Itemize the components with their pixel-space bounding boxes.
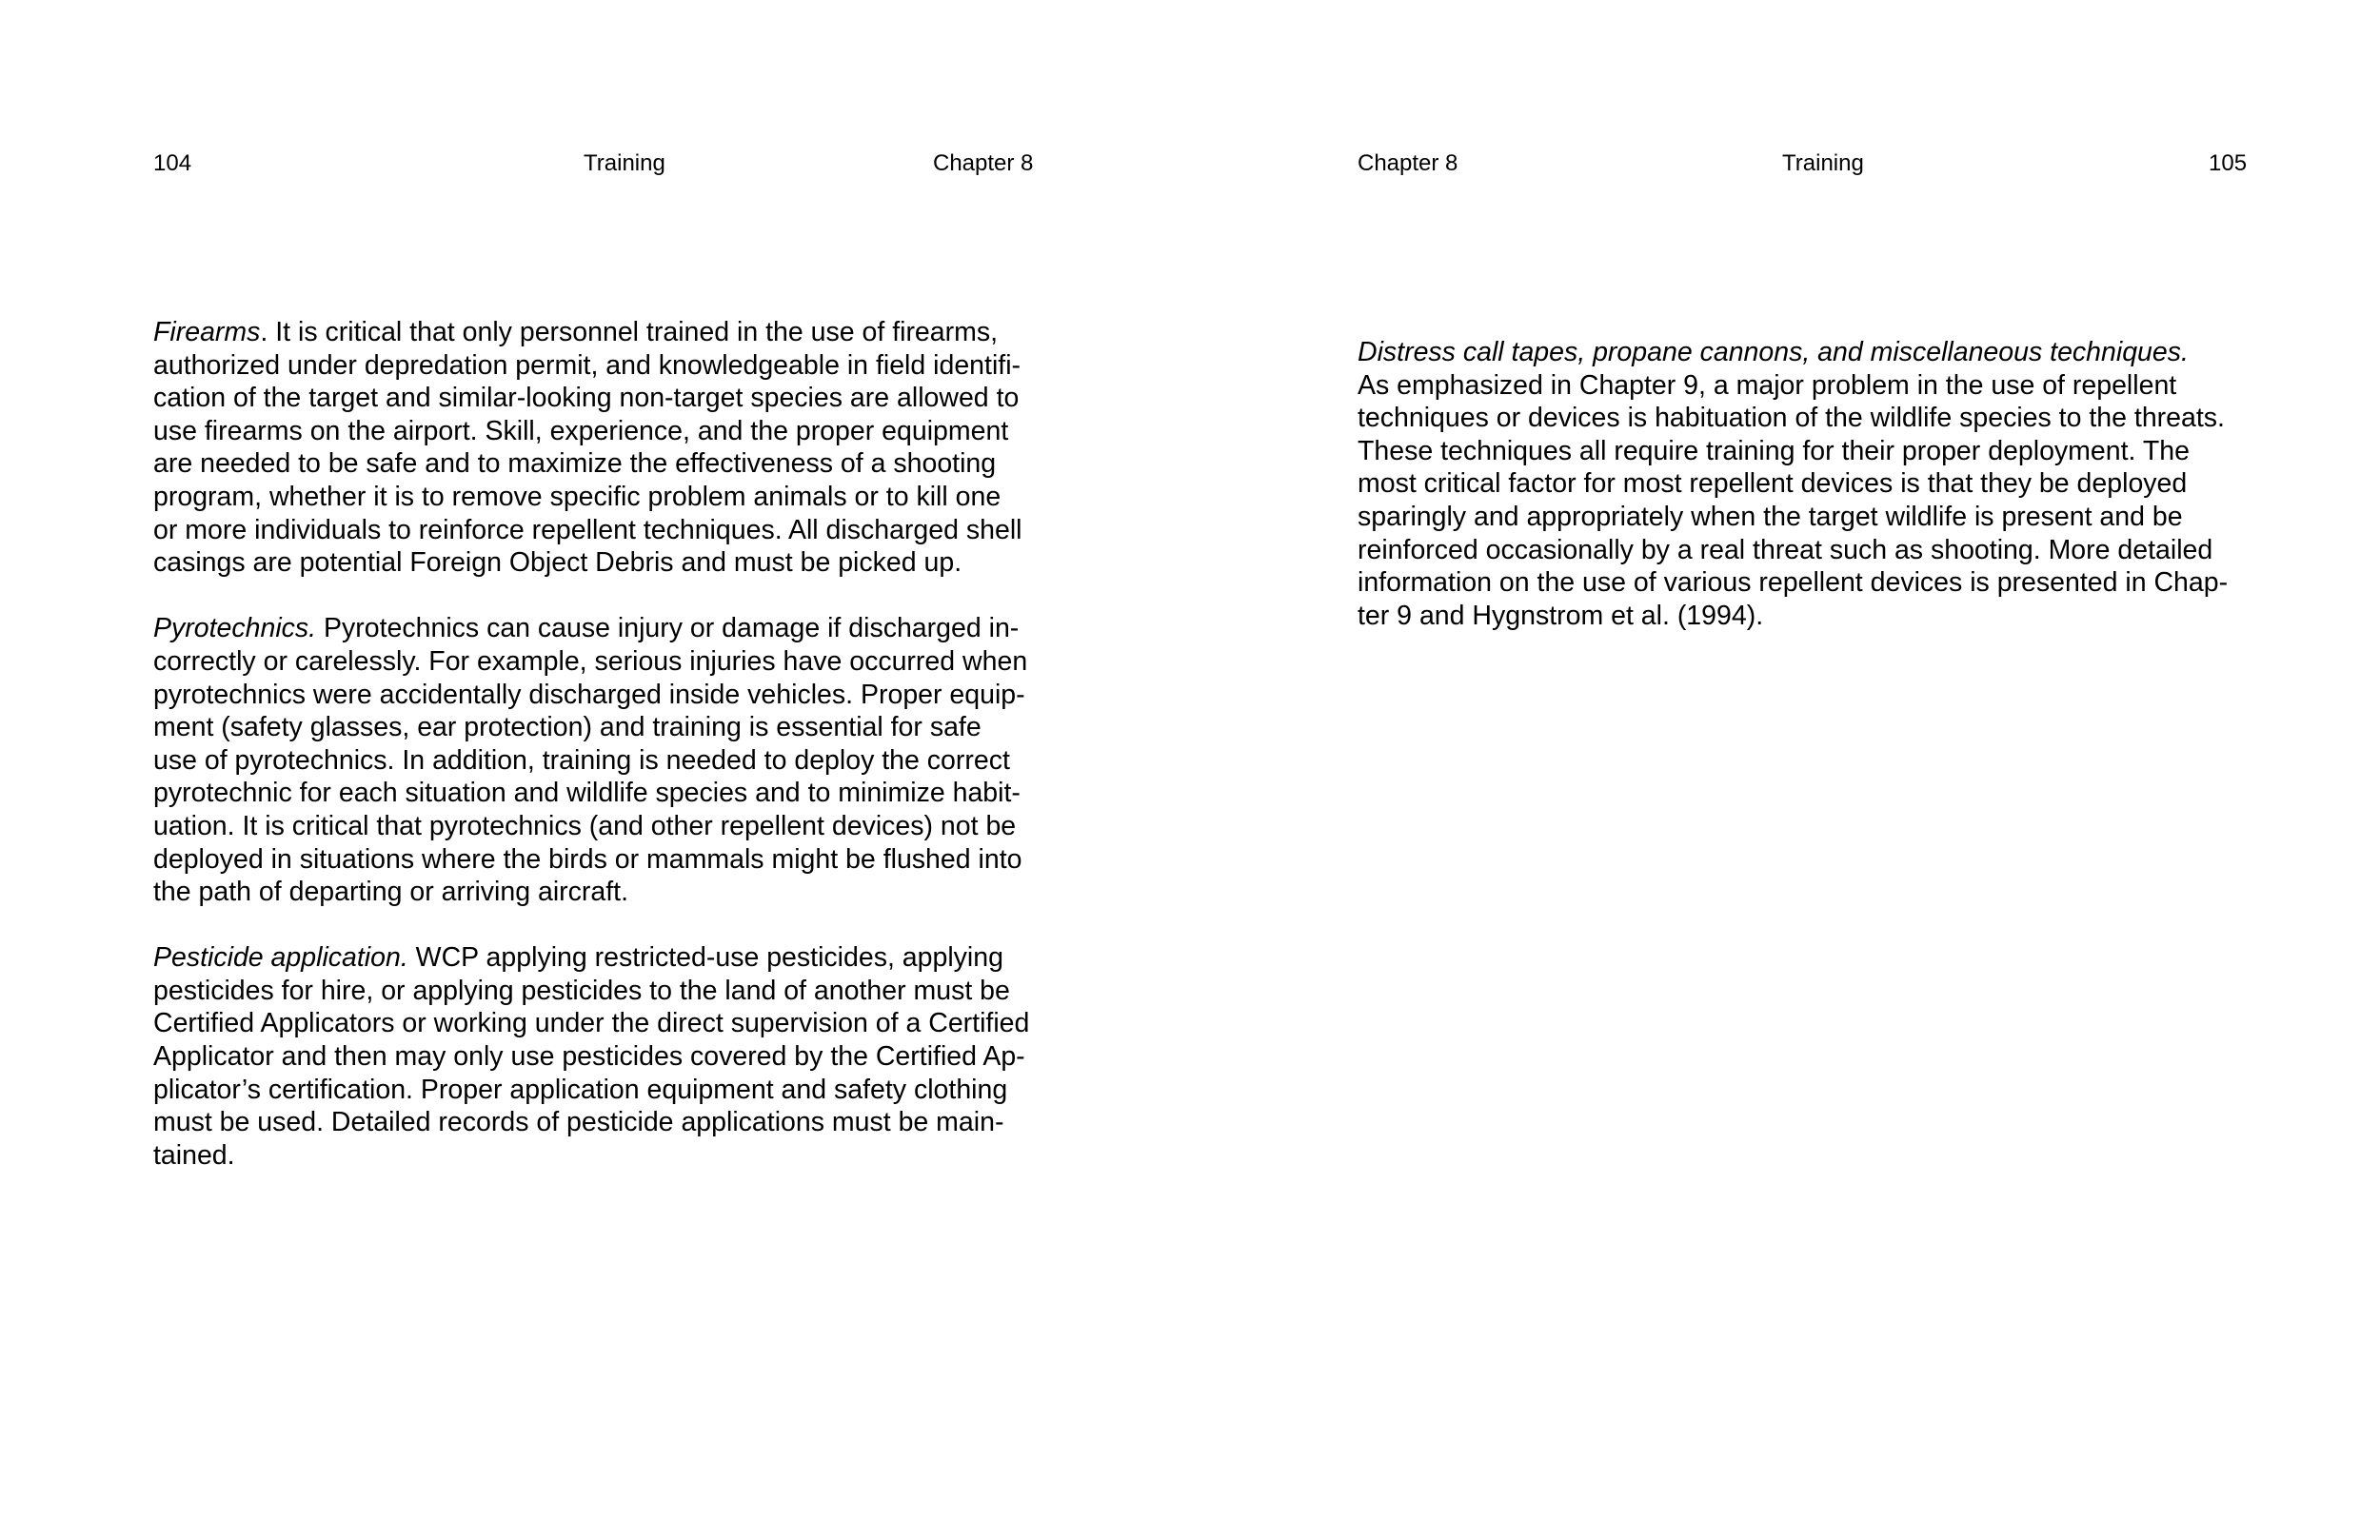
text-line xyxy=(1358,467,2252,501)
text-line xyxy=(1358,336,2252,369)
body-text-run: pesticides for hire, or applying pesticides to the land of another must be xyxy=(153,975,1010,1006)
left-page-body xyxy=(153,316,1048,1172)
text-line xyxy=(1358,534,2252,567)
text-line xyxy=(153,349,1048,383)
body-text-run: Pyrotechnics can cause injury or damage if discharged in- xyxy=(316,613,1020,644)
page-number-left: 104 xyxy=(153,150,192,176)
body-text-run: the path of departing or arriving aircraft. xyxy=(153,877,629,908)
text-line xyxy=(153,415,1048,448)
paragraph-heading: Firearms xyxy=(153,317,261,347)
body-text-run: tained. xyxy=(153,1139,235,1171)
text-line xyxy=(1358,369,2252,403)
body-text-run: pyrotechnic for each situation and wildlife species and to minimize habit- xyxy=(153,778,1021,809)
text-line xyxy=(1358,402,2252,435)
body-text-run: program, whether it is to remove specific problem animals or to kill one xyxy=(153,481,1002,512)
text-line xyxy=(153,711,1048,744)
body-text-run: correctly or carelessly. For example, serious injuries have occurred when xyxy=(153,645,1028,677)
text-line xyxy=(153,744,1048,778)
text-line xyxy=(153,514,1048,547)
running-header-chapter-left: Chapter 8 xyxy=(933,150,1034,176)
paragraph xyxy=(153,612,1048,908)
text-line xyxy=(153,810,1048,843)
paragraph xyxy=(1358,336,2252,632)
text-line xyxy=(1358,501,2252,534)
body-text-run: use firearms on the airport. Skill, experience, and the proper equipment xyxy=(153,415,1009,446)
text-line xyxy=(1358,435,2252,468)
body-text-run: ment (safety glasses, ear protection) and training is essential for safe xyxy=(153,712,982,743)
page-number-right: 105 xyxy=(2209,150,2248,176)
body-text-run: uation. It is critical that pyrotechnics (and other repellent devices) not be xyxy=(153,810,1017,841)
body-text-run: most critical factor for most repellent devices is that they be deployed xyxy=(1358,468,2188,500)
right-page xyxy=(1190,0,2380,1540)
paragraph-heading: Distress call tapes, propane cannons, and miscellaneous techniques. xyxy=(1358,337,2189,367)
text-line xyxy=(153,679,1048,712)
body-text-run: . It is critical that only personnel trained in the use of firearms, xyxy=(260,317,999,347)
text-line xyxy=(153,612,1048,645)
text-line xyxy=(153,777,1048,810)
text-line xyxy=(153,1106,1048,1139)
text-line xyxy=(153,1040,1048,1074)
body-text-run: WCP applying restricted-use pesticides, applying xyxy=(407,942,1003,974)
text-line xyxy=(153,941,1048,975)
text-line xyxy=(153,382,1048,415)
body-text-run: deployed in situations where the birds or mammals might be flushed into xyxy=(153,843,1022,875)
body-text-run: techniques or devices is habituation of the wildlife species to the threats. xyxy=(1358,403,2225,434)
running-header-section-right: Training xyxy=(1782,150,1864,176)
body-text-run: reinforced occasionally by a real threat such as shooting. More detailed xyxy=(1358,534,2213,565)
body-text-run: are needed to be safe and to maximize the effectiveness of a shooting xyxy=(153,448,997,480)
text-line xyxy=(1358,600,2252,633)
text-line xyxy=(153,546,1048,580)
text-line xyxy=(153,481,1048,514)
body-text-run: must be used. Detailed records of pesticide applications must be main- xyxy=(153,1107,1004,1138)
body-text-run: ter 9 and Hygnstrom et al. (1994). xyxy=(1358,600,1764,631)
text-line xyxy=(153,645,1048,679)
text-line xyxy=(153,843,1048,877)
paragraph-heading: Pesticide application. xyxy=(153,942,408,974)
body-text-run: Certified Applicators or working under the direct supervision of a Certified xyxy=(153,1008,1030,1039)
body-text-run: Applicator and then may only use pesticides covered by the Certified Ap- xyxy=(153,1041,1025,1073)
text-line xyxy=(153,876,1048,909)
body-text-run: or more individuals to reinforce repellent techniques. All discharged shell xyxy=(153,514,1022,545)
text-line xyxy=(153,1139,1048,1173)
body-text-run: cation of the target and similar-looking non-target species are allowed to xyxy=(153,383,1020,414)
body-text-run: As emphasized in Chapter 9, a major problem in the use of repellent xyxy=(1358,369,2177,401)
text-line xyxy=(153,316,1048,349)
text-line xyxy=(1358,566,2252,600)
text-line xyxy=(153,1007,1048,1040)
body-text-run: pyrotechnics were accidentally discharged inside vehicles. Proper equip- xyxy=(153,679,1025,710)
body-text-run: authorized under depredation permit, and knowledgeable in field identifi- xyxy=(153,349,1021,381)
paragraph-heading: Pyrotechnics. xyxy=(153,613,317,644)
paragraph xyxy=(153,941,1048,1172)
right-page-body xyxy=(1358,336,2252,632)
running-header-section-left: Training xyxy=(584,150,665,176)
text-line xyxy=(153,1074,1048,1107)
body-text-run: sparingly and appropriately when the target wildlife is present and be xyxy=(1358,501,2183,532)
body-text-run: use of pyrotechnics. In addition, training is needed to deploy the correct xyxy=(153,744,1010,776)
running-header-chapter-right: Chapter 8 xyxy=(1358,150,1458,176)
body-text-run: plicator’s certification. Proper application equipment and safety clothing xyxy=(153,1074,1008,1105)
text-line xyxy=(153,447,1048,481)
body-text-run: These techniques all require training for their proper deployment. The xyxy=(1358,435,2190,466)
body-text-run: casings are potential Foreign Object Debris and must be picked up. xyxy=(153,547,962,579)
paragraph xyxy=(153,316,1048,580)
text-line xyxy=(153,975,1048,1008)
body-text-run: information on the use of various repellent devices is presented in Chap- xyxy=(1358,567,2229,599)
